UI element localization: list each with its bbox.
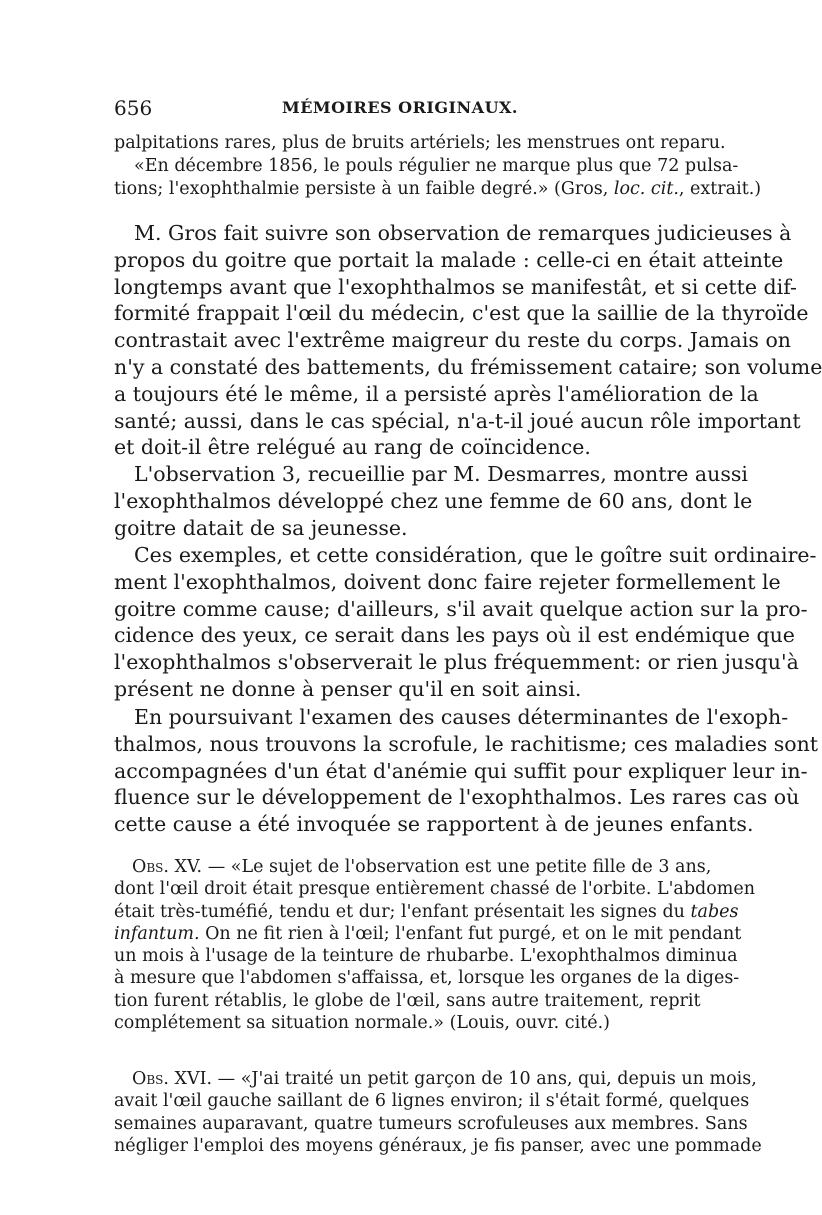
text-line (114, 923, 742, 945)
text-line: tions; l'exophthalmie persiste à un faible degré.» (Gros, loc. cit., extrait.) (114, 179, 762, 199)
text-line: En poursuivant l'examen des causes déterminantes de l'exoph- (134, 705, 789, 729)
running-title: MÉMOIRES ORIGINAUX. (282, 98, 518, 117)
text-line: tion furent rétablis, le globe de l'œil, sans autre traitement, reprit (114, 990, 701, 1011)
italic-term: tabes (690, 901, 739, 922)
text-line: cette cause a été invoquée se rapportent à de jeunes enfants. (114, 812, 754, 837)
observation-label: Obs. XVI. (132, 1069, 213, 1089)
paragraph-gros (114, 220, 822, 461)
observation-text: était très-tuméfié, tendu et dur; l'enfant présentait les signes du (114, 901, 691, 922)
text-line (114, 901, 739, 923)
text-line: et doit-il être relégué au rang de coïncidence. (114, 435, 591, 460)
observation-text: On ne fit rien à l'œil; l'enfant fut purgé, et on le mit pendant (199, 923, 742, 944)
observation-xv (114, 856, 755, 1034)
text-line (114, 856, 712, 878)
page-number: 656 (114, 96, 153, 120)
text-line: Ces exemples, et cette considération, que le goître suit ordinaire- (134, 543, 817, 567)
text-line: présent ne donne à penser qu'il en soit ainsi. (114, 676, 582, 701)
paragraph-desmarres (114, 461, 753, 541)
text-line: l'exophthalmos développé chez une femme de 60 ans, dont le (114, 488, 753, 513)
text-line: a toujours été le même, il a persisté après l'amélioration de la (114, 381, 759, 406)
text-line: semaines auparavant, quatre tumeurs scrofuleuses aux membres. Sans (114, 1113, 748, 1134)
text-line: cidence des yeux, ce serait dans les pays où il est endémique que (114, 623, 795, 648)
text-line: M. Gros fait suivre son observation de remarques judicieuses à (134, 221, 792, 245)
observation-label: Obs. XV. (132, 857, 203, 877)
text-line: n'y a constaté des battements, du frémissement cataire; son volume (114, 354, 822, 379)
observation-xvi (114, 1068, 762, 1157)
text-line: à mesure que l'abdomen s'affaissa, et, lorsque les organes de la diges- (114, 968, 740, 989)
text-line: thalmos, nous trouvons la scrofule, le rachitisme; ces maladies sont (114, 731, 819, 756)
text-line: santé; aussi, dans le cas spécial, n'a-t-il joué aucun rôle important (114, 408, 801, 433)
italic-citation: loc. cit. (613, 179, 679, 199)
text-line: longtemps avant que l'exophthalmos se manifestât, et si cette dif- (114, 274, 797, 299)
text-line: goitre datait de sa jeunesse. (114, 515, 408, 540)
observation-text: — «J'ai traité un petit garçon de 10 ans, qui, depuis un mois, (212, 1069, 757, 1089)
text-line: complétement sa situation normale.» (Louis, ouvr. cité.) (114, 1013, 610, 1034)
text-line: fluence sur le développement de l'exophthalmos. Les rares cas où (114, 785, 800, 810)
text-line: goitre comme cause; d'ailleurs, s'il avait quelque action sur la pro- (114, 596, 808, 621)
paragraph-exemples (114, 542, 817, 703)
text-line: L'observation 3, recueillie par M. Desmarres, montre aussi (134, 462, 748, 486)
text-line: avait l'œil gauche saillant de 6 lignes environ; il s'était formé, quelques (114, 1091, 750, 1112)
text-line: dont l'œil droit était presque entièrement chassé de l'orbite. L'abdomen (114, 879, 755, 900)
text-line (114, 1068, 757, 1090)
italic-term: infantum. (114, 923, 200, 944)
text-line: l'exophthalmos s'observerait le plus fréquemment: or rien jusqu'à (114, 650, 799, 675)
text-line: accompagnées d'un état d'anémie qui suffit pour expliquer leur in- (114, 758, 808, 783)
text-line: palpitations rares, plus de bruits artériels; les menstrues ont reparu. (114, 133, 726, 153)
text-line: un mois à l'usage de la teinture de rhubarbe. L'exophthalmos diminua (114, 946, 738, 967)
text-line: ment l'exophthalmos, doivent donc faire rejeter formellement le (114, 569, 781, 594)
text-line: négliger l'emploi des moyens généraux, je fis panser, avec une pommade (114, 1135, 762, 1156)
observation-text: — «Le sujet de l'observation est une petite fille de 3 ans, (202, 857, 712, 877)
text-line: propos du goitre que portait la malade : celle-ci en était atteinte (114, 247, 784, 272)
paragraph-scrofule (114, 704, 819, 838)
page-header (114, 96, 686, 126)
text-line: «En décembre 1856, le pouls régulier ne marque plus que 72 pulsa- (134, 156, 739, 176)
text-line: contrastait avec l'extrême maigreur du reste du corps. Jamais on (114, 328, 792, 353)
quote-continuation (114, 132, 762, 201)
text-line: formité frappait l'œil du médecin, c'est que la saillie de la thyroïde (114, 301, 809, 326)
